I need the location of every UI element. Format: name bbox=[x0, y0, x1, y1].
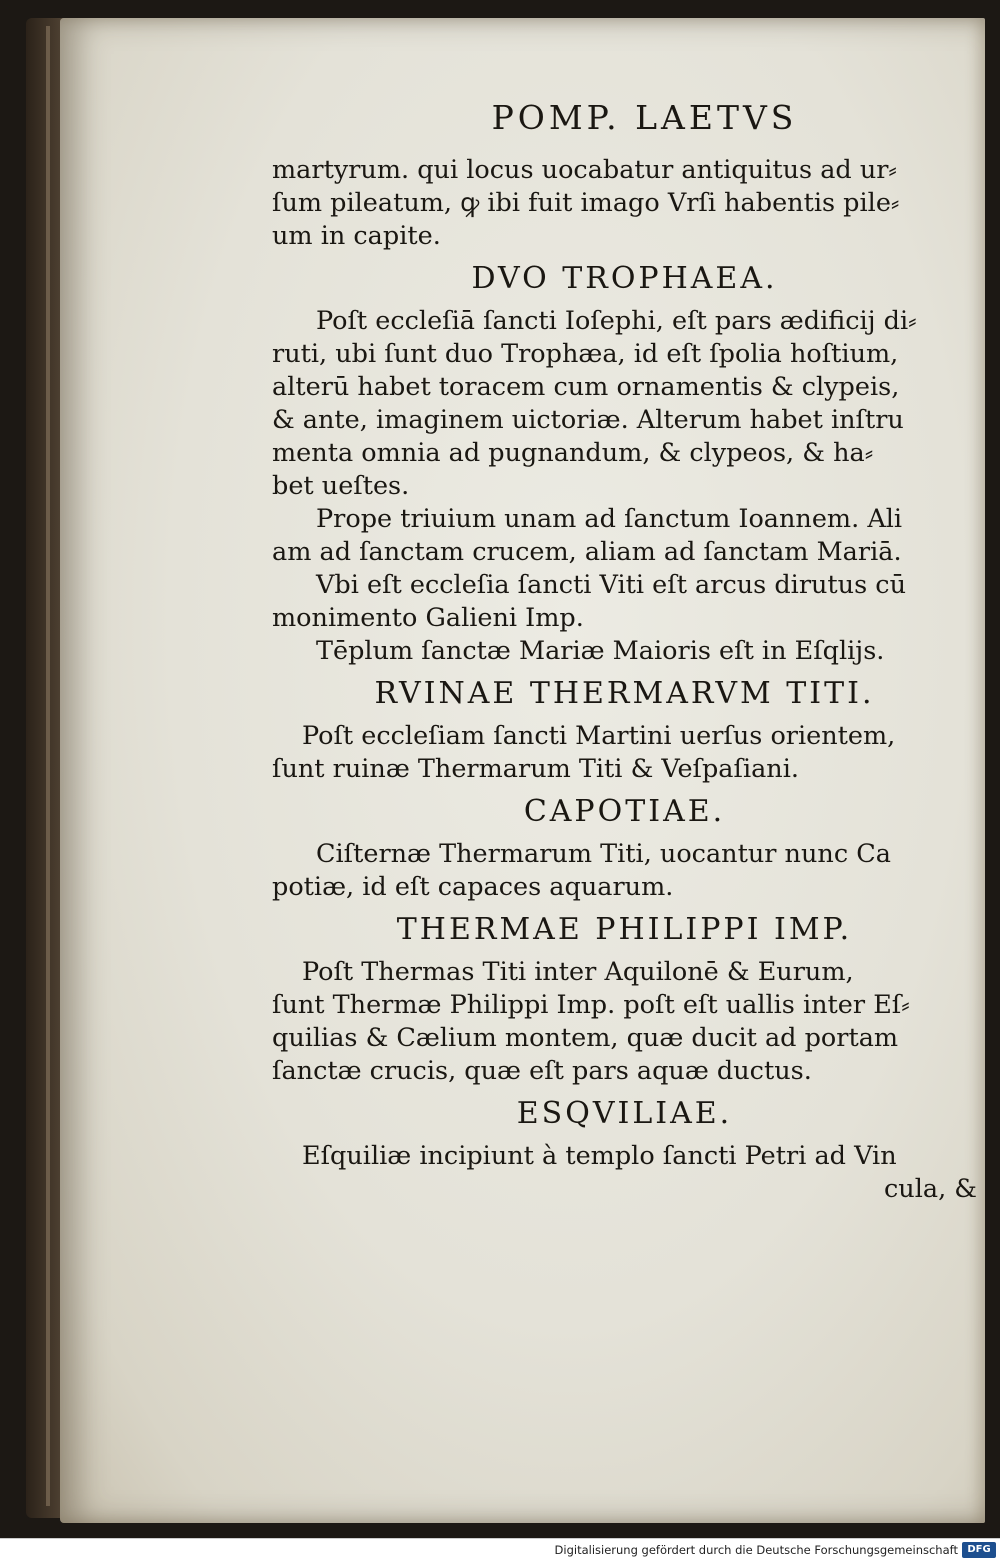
text-line: alterū habet toracem cum ornamentis & clypeis, bbox=[272, 372, 900, 402]
spine-line bbox=[46, 26, 50, 1506]
section-heading: RVINAE THERMARVM TITI. bbox=[374, 676, 875, 711]
text-line: potiæ, id eſt capaces aquarum. bbox=[272, 872, 674, 902]
text-line: monimento Galieni Imp. bbox=[272, 603, 584, 633]
dfg-logo: DFG bbox=[962, 1542, 996, 1558]
text-line: Tēplum ſanctæ Mariæ Maioris eſt in Eſqlijs. bbox=[316, 636, 885, 666]
footer-bar bbox=[0, 1538, 1000, 1562]
text-line: quilias & Cælium montem, quæ ducit ad portam bbox=[272, 1023, 899, 1053]
text-line: menta omnia ad pugnandum, & clypeos, & ha⸗ bbox=[272, 438, 874, 468]
text-line: am ad ſanctam crucem, aliam ad ſanctam Mariā. bbox=[272, 537, 902, 567]
running-head: POMP. LAETVS bbox=[491, 98, 798, 137]
text-line: ſunt Thermæ Philippi Imp. poſt eſt uallis inter Eſ⸗ bbox=[272, 990, 910, 1020]
text-line: Poſt eccleſiam ſancti Martini uerſus orientem, bbox=[302, 721, 896, 751]
text-line: & ante, imaginem uictoriæ. Alterum habet inſtru bbox=[272, 405, 904, 435]
text-line: Poſt eccleſiā ſancti Ioſephi, eſt pars ædificij di⸗ bbox=[316, 306, 917, 336]
text-line: martyrum. qui locus uocabatur antiquitus ad ur⸗ bbox=[272, 155, 897, 185]
text-line: bet ueſtes. bbox=[272, 471, 410, 501]
section-heading: THERMAE PHILIPPI IMP. bbox=[396, 912, 853, 947]
text-line: ſanctæ crucis, quæ eſt pars aquæ ductus. bbox=[272, 1056, 812, 1086]
text-line: ruti, ubi ſunt duo Trophæa, id eſt ſpolia hoſtium, bbox=[272, 339, 899, 369]
text-block bbox=[272, 96, 977, 1206]
section-heading: ESQVILIAE. bbox=[516, 1096, 733, 1131]
text-line: ſunt ruinæ Thermarum Titi & Veſpaſiani. bbox=[272, 754, 799, 784]
text-line: Vbi eſt eccleſia ſancti Viti eſt arcus dirutus cū bbox=[316, 570, 906, 600]
text-line: ſum pileatum, ꝙ ibi fuit imago Vrſi habentis pile⸗ bbox=[272, 188, 900, 218]
text-line: Ciſternæ Thermarum Titi, uocantur nunc Ca bbox=[316, 839, 891, 869]
text-line: Eſquiliæ incipiunt à templo ſancti Petri ad Vin bbox=[302, 1141, 897, 1171]
text-line: Poſt Thermas Titi inter Aquilonē & Eurum, bbox=[302, 957, 854, 987]
text-line: Prope triuium unam ad ſanctum Ioannem. Ali bbox=[316, 504, 903, 534]
footer-credit: Digitalisierung gefördert durch die Deutsche Forschungsgemeinschaft bbox=[554, 1543, 958, 1557]
text-line: um in capite. bbox=[272, 221, 441, 251]
body-lines bbox=[272, 154, 977, 1206]
catchword: cula, & bbox=[884, 1174, 977, 1204]
section-heading: CAPOTIAE. bbox=[523, 794, 726, 829]
section-heading: DVO TROPHAEA. bbox=[471, 261, 778, 296]
